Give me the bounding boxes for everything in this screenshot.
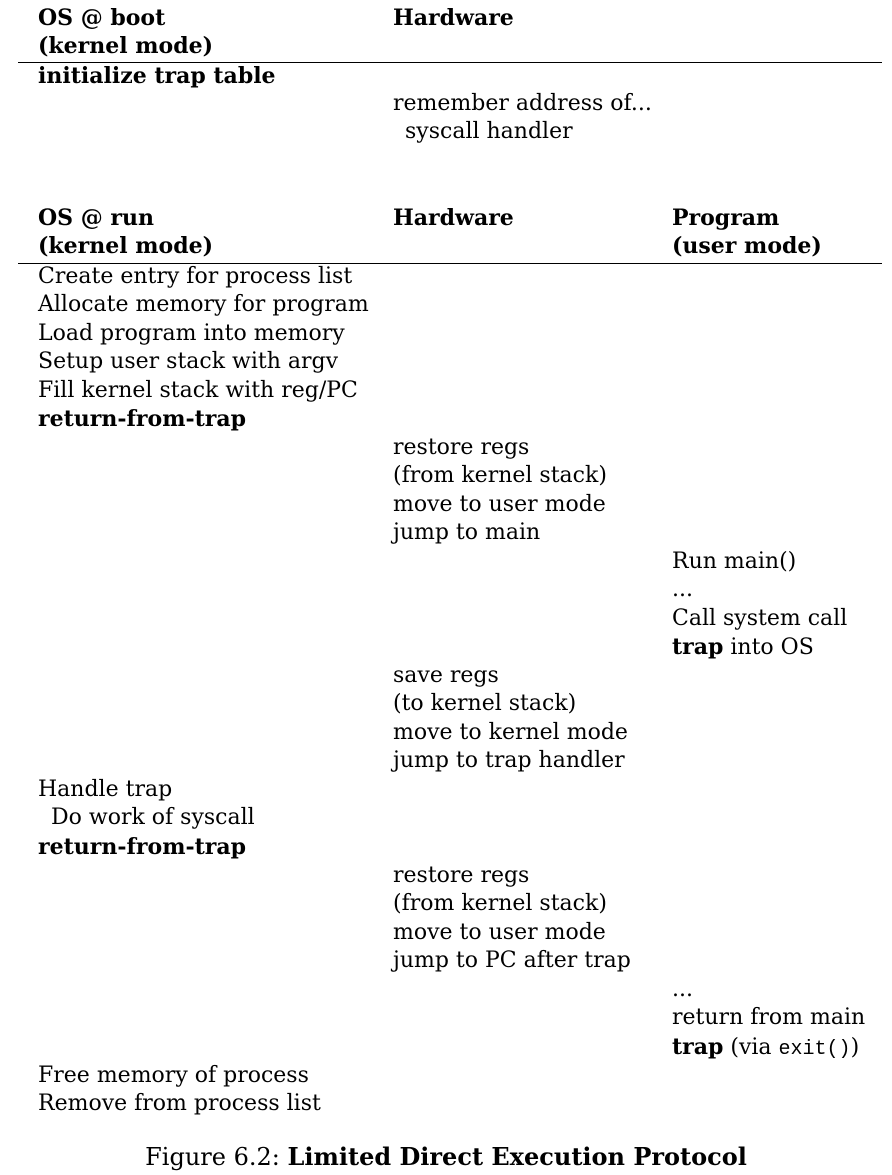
- boot-os-header-mode: (kernel mode): [38, 33, 213, 59]
- hw-step: (from kernel stack): [393, 891, 607, 916]
- boot-hardware-header: Hardware: [393, 5, 514, 31]
- hw-step: jump to main: [393, 520, 541, 545]
- hw-step: restore regs: [393, 435, 530, 460]
- boot-os-header: OS @ boot: [38, 5, 166, 31]
- hw-step: (to kernel stack): [393, 691, 577, 716]
- figure-caption: [0, 1142, 892, 1172]
- program-exit-code: exit(): [778, 1038, 851, 1061]
- run-os-header: OS @ run: [38, 205, 154, 231]
- program-trap-line: [672, 633, 814, 662]
- program-step: ...: [672, 577, 693, 602]
- boot-hw-line: remember address of...: [393, 91, 652, 116]
- run-hardware-header: Hardware: [393, 205, 514, 231]
- hw-step: save regs: [393, 663, 499, 688]
- program-step: Call system call: [672, 606, 848, 631]
- program-exit-line: [672, 1033, 859, 1064]
- caption-prefix: Figure 6.2:: [145, 1143, 288, 1171]
- program-step: ...: [672, 977, 693, 1002]
- hw-step: jump to PC after trap: [393, 948, 631, 973]
- os-step: Setup user stack with argv: [38, 349, 339, 374]
- boot-hw-line: syscall handler: [405, 119, 573, 144]
- program-trap-rest: into OS: [723, 635, 814, 660]
- hw-step: move to kernel mode: [393, 720, 628, 745]
- run-program-header-mode: (user mode): [672, 233, 822, 259]
- os-return-from-trap: return-from-trap: [38, 834, 246, 860]
- os-step: Load program into memory: [38, 321, 345, 346]
- program-step: return from main: [672, 1005, 866, 1030]
- program-exit-via: (via: [723, 1035, 779, 1060]
- os-return-from-trap: return-from-trap: [38, 406, 246, 432]
- program-exit-close: ): [850, 1035, 860, 1060]
- hw-step: move to user mode: [393, 920, 606, 945]
- os-step: Free memory of process: [38, 1063, 309, 1088]
- boot-os-step: initialize trap table: [38, 63, 276, 89]
- program-exit-trap-keyword: trap: [672, 1034, 724, 1060]
- os-step: Allocate memory for program: [38, 292, 369, 317]
- caption-title: Limited Direct Execution Protocol: [287, 1142, 747, 1171]
- os-step: Create entry for process list: [38, 264, 353, 289]
- os-step: Fill kernel stack with reg/PC: [38, 378, 358, 403]
- os-step: Remove from process list: [38, 1091, 321, 1116]
- program-trap-keyword: trap: [672, 634, 724, 660]
- os-handle-trap: Handle trap: [38, 777, 173, 802]
- hw-step: (from kernel stack): [393, 463, 607, 488]
- hw-step: move to user mode: [393, 492, 606, 517]
- hw-step: jump to trap handler: [393, 748, 625, 773]
- os-do-work: Do work of syscall: [51, 805, 255, 830]
- hw-step: restore regs: [393, 863, 530, 888]
- run-program-header: Program: [672, 205, 780, 231]
- program-step: Run main(): [672, 549, 797, 574]
- run-os-header-mode: (kernel mode): [38, 233, 213, 259]
